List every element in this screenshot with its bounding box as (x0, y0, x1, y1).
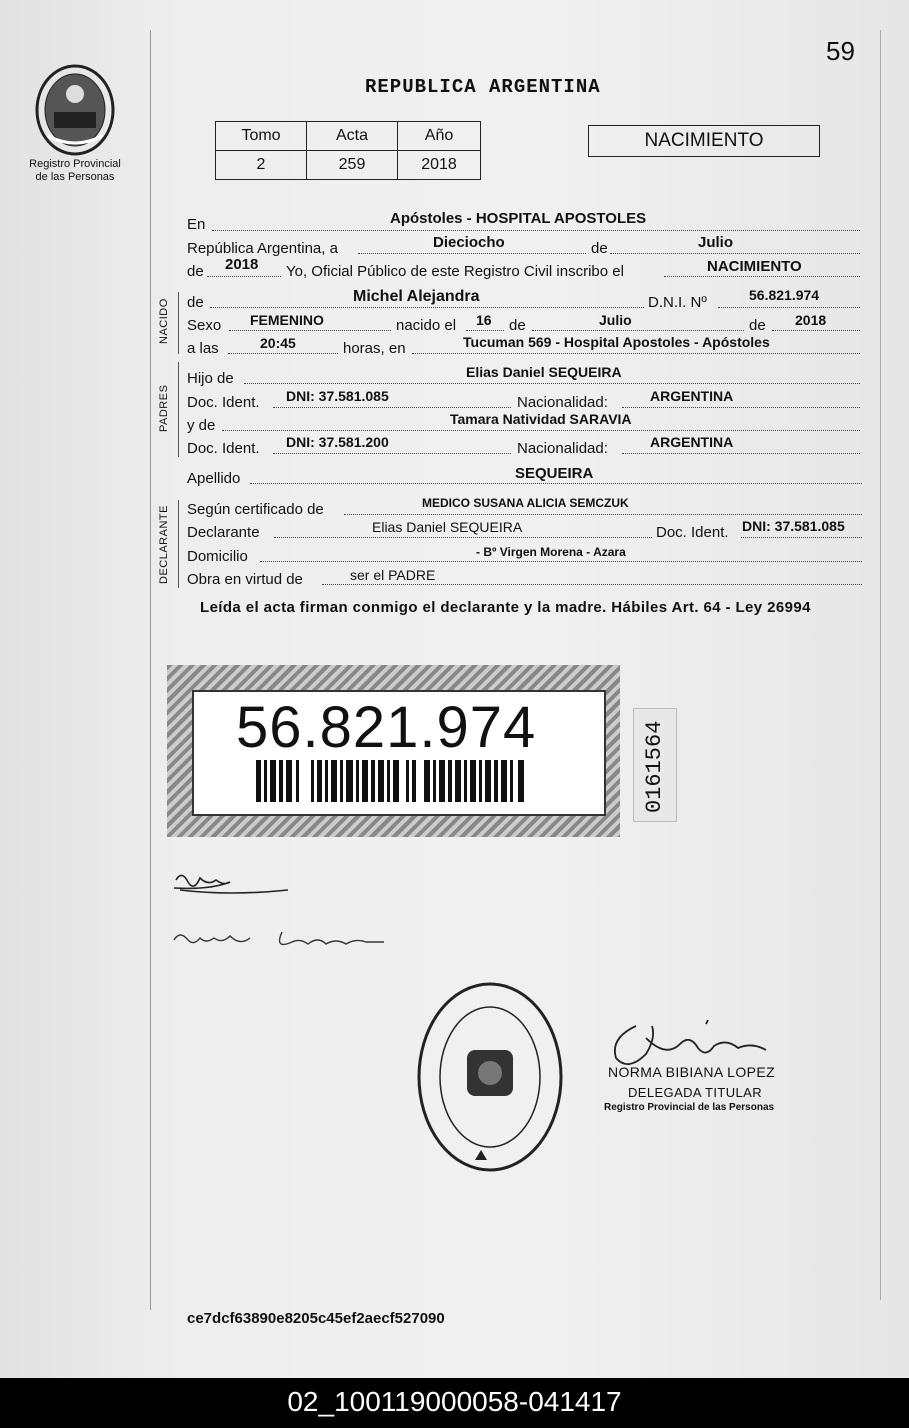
value-tipo: NACIMIENTO (707, 258, 802, 275)
logo-caption-line-2: de las Personas (35, 171, 115, 183)
label-domicilio: Domicilio (187, 548, 248, 565)
padres-separator (178, 362, 179, 457)
label-de-anio: de (187, 263, 204, 280)
declarant-signature-icon (170, 866, 290, 902)
logo-caption-line-1: Registro Provincial (29, 158, 121, 170)
value-madre-nac: ARGENTINA (650, 434, 734, 450)
label-dni: D.N.I. Nº (648, 294, 707, 311)
id-stamp-number: 56.821.974 (236, 695, 537, 760)
label-yo: Yo, Oficial Público de este Registro Civil inscribo el (286, 263, 624, 280)
footer-id: 02_100119000058-041417 (287, 1386, 622, 1417)
barcode-icon (256, 760, 528, 802)
label-republica: República Argentina, a (187, 240, 338, 257)
label-declarante: Declarante (187, 524, 260, 541)
label-nac-madre: Nacionalidad: (517, 440, 608, 457)
value-obra: ser el PADRE (350, 567, 436, 583)
value-anio-nac: 2018 (795, 312, 827, 328)
value-padre-nac: ARGENTINA (650, 388, 734, 404)
value-padre: Elias Daniel SEQUEIRA (466, 364, 622, 380)
value-mes: Julio (698, 234, 734, 251)
side-label-nacido: NACIDO (158, 298, 170, 344)
label-en: En (187, 216, 206, 233)
value-sexo: FEMENINO (250, 312, 324, 328)
nacido-separator (178, 292, 179, 354)
label-hijo-de: Hijo de (187, 370, 234, 387)
tomo-value: 2 (216, 151, 307, 180)
label-doc-declarante: Doc. Ident. (656, 524, 729, 541)
value-hora: 20:45 (260, 335, 296, 351)
serial-code: 0161564 (642, 720, 667, 813)
serial-code-box (633, 708, 677, 822)
label-de-mes-nac: de (509, 317, 526, 334)
value-madre: Tamara Natividad SARAVIA (450, 411, 632, 427)
value-dni: 56.821.974 (749, 287, 820, 303)
side-label-declarante: DECLARANTE (158, 505, 170, 584)
row-republica (187, 240, 338, 260)
document-title: REPUBLICA ARGENTINA (365, 76, 601, 98)
label-de-anio-nac: de (749, 317, 766, 334)
value-mes-nac: Julio (599, 312, 632, 328)
value-madre-dni: DNI: 37.581.200 (286, 434, 389, 450)
label-doc-madre: Doc. Ident. (187, 440, 260, 457)
signer-role: DELEGADA TITULAR (628, 1085, 763, 1100)
label-obra: Obra en virtud de (187, 571, 303, 588)
label-segun: Según certificado de (187, 501, 324, 518)
anio-value: 2018 (398, 151, 481, 180)
label-apellido: Apellido (187, 470, 241, 487)
value-declarante-dni: DNI: 37.581.085 (742, 518, 845, 534)
label-de-mes: de (591, 240, 608, 257)
official-seal-icon (415, 980, 565, 1175)
tomo-acta-anio-table (215, 121, 481, 180)
label-nacido-el: nacido el (396, 317, 457, 334)
value-nombre: Michel Alejandra (353, 288, 480, 305)
label-nac-padre: Nacionalidad: (517, 394, 608, 411)
logo-caption (20, 158, 130, 184)
value-dia: 16 (476, 312, 492, 328)
label-horas-en: horas, en (343, 340, 406, 357)
right-margin-line (880, 30, 881, 1300)
anio-header: Año (398, 122, 481, 151)
record-type-box: NACIMIENTO (588, 125, 820, 157)
value-domicilio: - Bº Virgen Morena - Azara (476, 545, 626, 559)
label-doc-padre: Doc. Ident. (187, 394, 260, 411)
province-logo-icon (34, 62, 116, 158)
document-hash: ce7dcf63890e8205c45ef2aecf527090 (187, 1310, 445, 1327)
dots-mes (610, 237, 860, 254)
label-a-las: a las (187, 340, 219, 357)
side-label-padres: PADRES (158, 384, 170, 432)
label-sexo: Sexo (187, 317, 222, 334)
dots-mes-nac (532, 314, 744, 331)
page-number: 59 (826, 36, 855, 66)
tomo-header: Tomo (216, 122, 307, 151)
closing-statement: Leída el acta firman conmigo el declarante y la madre. Hábiles Art. 64 - Ley 26994 (200, 599, 811, 616)
declarante-separator (178, 500, 179, 588)
left-margin-line (150, 30, 151, 1310)
value-padre-dni: DNI: 37.581.085 (286, 388, 389, 404)
acta-value: 259 (307, 151, 398, 180)
label-de-nombre: de (187, 294, 204, 311)
signer-organization: Registro Provincial de las Personas (604, 1102, 775, 1113)
mother-signature-icon (170, 922, 400, 954)
value-certificado: MEDICO SUSANA ALICIA SEMCZUK (422, 496, 629, 510)
acta-header: Acta (307, 122, 398, 151)
signer-name: NORMA BIBIANA LOPEZ (608, 1064, 776, 1080)
value-apellido: SEQUEIRA (515, 465, 594, 482)
value-dia-letras: Dieciocho (433, 234, 505, 251)
row-en (187, 216, 205, 236)
footer-id-bar (0, 1378, 909, 1428)
value-lugar-nac: Tucuman 569 - Hospital Apostoles - Apóstoles (463, 334, 770, 350)
value-lugar: Apóstoles - HOSPITAL APOSTOLES (390, 210, 647, 227)
value-declarante: Elias Daniel SEQUEIRA (372, 519, 523, 535)
label-y-de: y de (187, 417, 216, 434)
value-anio: 2018 (225, 256, 259, 273)
